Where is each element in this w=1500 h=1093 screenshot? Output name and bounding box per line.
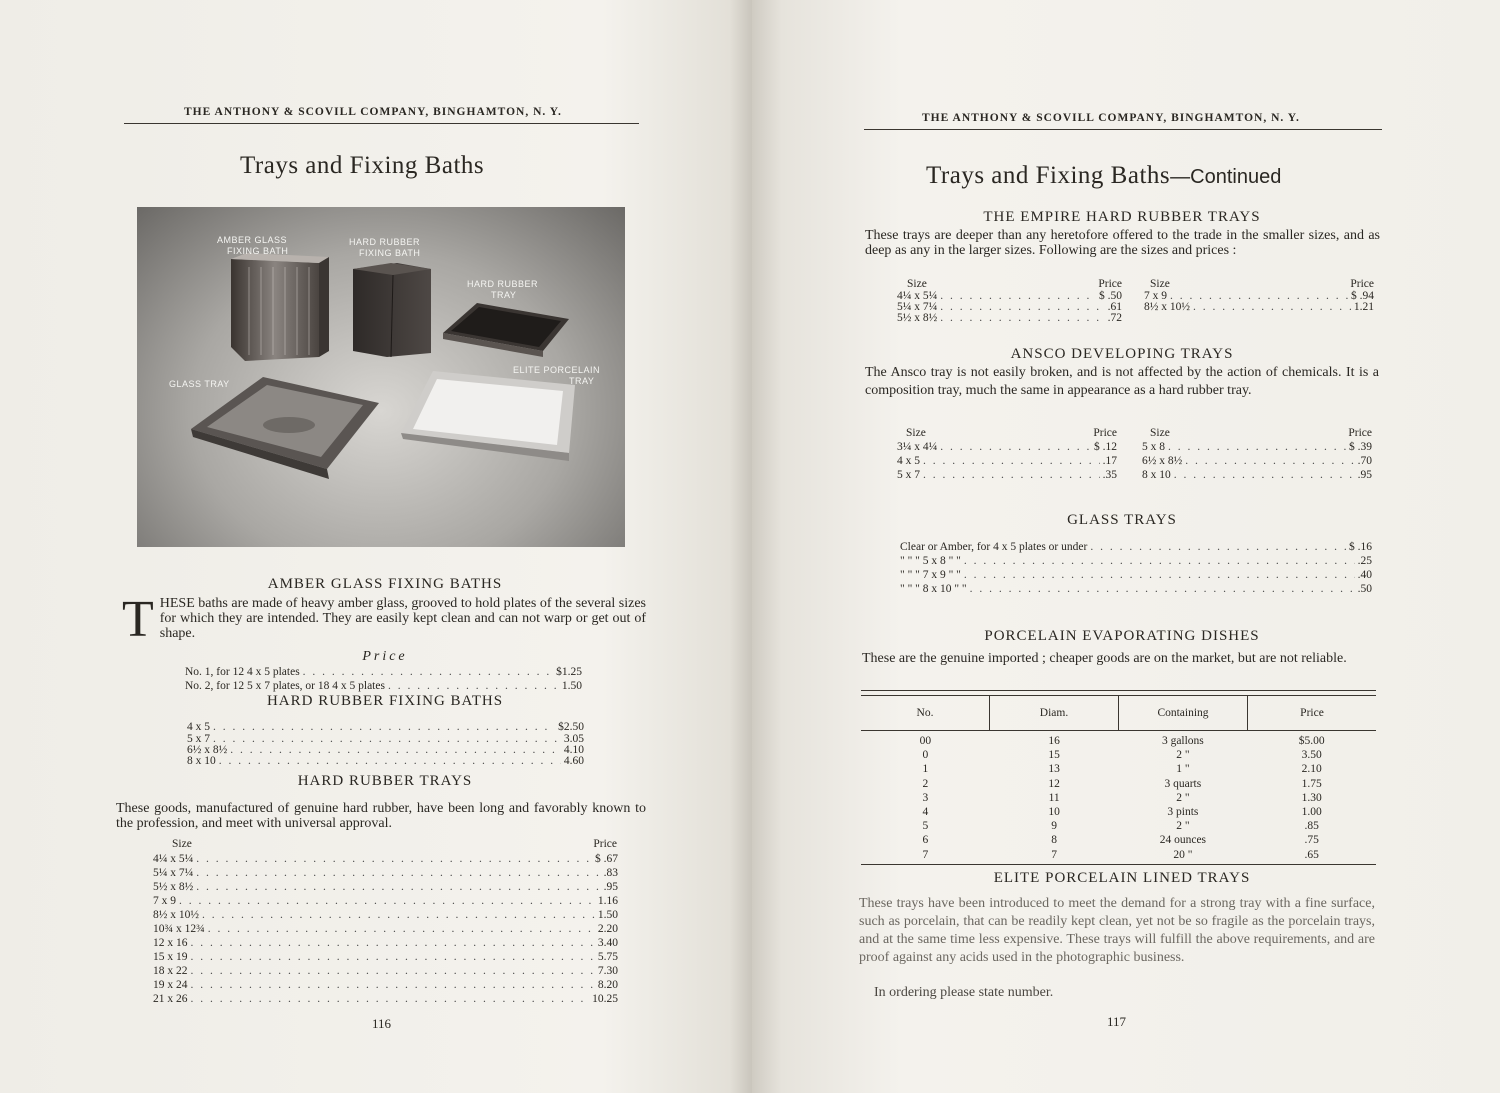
header-no: No.	[916, 707, 934, 719]
table-row: 1 13 1 " 2.10	[922, 763, 1322, 776]
left-page-title: Trays and Fixing Baths	[240, 152, 485, 179]
left-running-head: THE ANTHONY & SCOVILL COMPANY, BINGHAMTON, N. Y.	[184, 106, 562, 118]
empire-heading: THE EMPIRE HARD RUBBER TRAYS	[983, 209, 1261, 225]
rubber-tray-row: 5¼ x 7¼ . . . .83	[153, 866, 618, 880]
header-containing: Containing	[1118, 696, 1247, 730]
table-row: 0 15 2 " 3.50	[922, 749, 1322, 762]
rubber-tray-row: 19 x 24 . . . 8.20	[153, 978, 618, 992]
size-header: Size	[172, 838, 192, 850]
amber-row-1: No. 1, for 12 4 x 5 plates . . . $1.25	[185, 665, 582, 679]
elite-porcelain-tray	[401, 371, 575, 461]
price-header: Price	[593, 838, 617, 850]
ansco-row: 5 x 8 . . . $ .39	[1142, 440, 1372, 454]
ansco-col1-headers: Size Price	[906, 427, 1117, 439]
rubber-tray-row: 12 x 16 . . . 3.40	[153, 936, 618, 950]
rubber-bath-row-3: 6½ x 8½ . . . 4.10	[187, 744, 584, 756]
table-row: 5 9 2 " .85	[922, 820, 1319, 833]
header-price: Price	[1247, 696, 1376, 730]
empire-column-2	[1144, 277, 1374, 313]
amber-baths-heading: AMBER GLASS FIXING BATHS	[267, 576, 503, 592]
ansco-row: 3¼ x 4¼ . . . $ .12	[897, 440, 1117, 454]
header-diam: Diam.	[989, 696, 1118, 730]
ansco-row: 8 x 10 . . . .95	[1142, 468, 1372, 482]
glass-row: " " " 8 x 10 " " . . . .50	[900, 582, 1372, 596]
trays-photograph	[137, 207, 625, 547]
empire-row: 8½ x 10½ . . . 1.21	[1144, 302, 1374, 313]
right-title-main: Trays and Fixing Baths	[926, 162, 1171, 189]
ansco-row: 4 x 5 . . . .17	[897, 454, 1117, 468]
rubber-tray-row: 10¾ x 12¾ . . . 2.20	[153, 922, 618, 936]
rubber-baths-list	[187, 720, 584, 766]
label-elite-line1: ELITE PORCELAIN	[513, 365, 601, 375]
ansco-col2-headers: Size Price	[1150, 427, 1372, 439]
glass-row: " " " 7 x 9 " " . . . .40	[900, 568, 1372, 582]
elite-heading: ELITE PORCELAIN LINED TRAYS	[993, 870, 1251, 886]
right-page-title	[926, 162, 1281, 190]
glass-trays-list	[900, 540, 1372, 596]
amber-price-label: Price	[362, 649, 408, 664]
amber-baths-description	[122, 591, 646, 648]
left-header-rule	[124, 123, 639, 124]
rubber-tray-row: 8½ x 10½ . . . 1.50	[153, 908, 618, 922]
empire-row: 5½ x 8½ . . . .72	[897, 313, 1122, 324]
empire-col1-headers: Size Price	[907, 278, 1122, 290]
rubber-trays-column-headers	[172, 837, 617, 851]
rubber-trays-description: These goods, manufactured of genuine hard rubber, have been long and favorably known to the profession, and meet with universal approval.	[116, 801, 646, 831]
right-page-number: 117	[1107, 1014, 1127, 1029]
amber-glass-bath	[231, 253, 329, 361]
rubber-trays-heading: HARD RUBBER TRAYS	[297, 773, 473, 789]
empire-description: These trays are deeper than any heretofore offered to the trade in the smaller sizes, and as deep as any in the larger sizes. Following are the sizes and prices :	[865, 228, 1380, 258]
label-amber-line2: FIXING BATH	[227, 246, 289, 256]
label-rubber-tray-line2: TRAY	[491, 290, 517, 300]
porcelain-table	[861, 690, 1376, 865]
amber-row-2: No. 2, for 12 5 x 7 plates, or 18 4 x 5 plates . . . 1.50	[185, 679, 582, 693]
rubber-tray-row: 4¼ x 5¼ . . . $ .67	[153, 852, 618, 866]
ansco-row: 6½ x 8½ . . . .70	[1142, 454, 1372, 468]
right-title-suffix: —Continued	[1170, 166, 1282, 188]
empire-col2-headers: Size Price	[1150, 278, 1374, 290]
rubber-tray-row: 5½ x 8½ . . . .95	[153, 880, 618, 894]
ansco-row: 5 x 7 . . . .35	[897, 468, 1117, 482]
table-row: 3 11 2 " 1.30	[922, 791, 1322, 804]
porcelain-description: These are the genuine imported ; cheaper goods are on the market, but are not reliable.	[862, 651, 1347, 666]
rubber-baths-heading: HARD RUBBER FIXING BATHS	[266, 693, 504, 709]
table-row: 7 7 20 " .65	[922, 848, 1319, 861]
label-rubber-tray-line1: HARD RUBBER	[467, 279, 539, 289]
table-row: 4 10 3 pints 1.00	[922, 805, 1322, 818]
right-page	[752, 0, 1500, 1093]
rubber-trays-list	[153, 852, 618, 1006]
label-rubber-bath-line1: HARD RUBBER	[349, 237, 421, 247]
glass-row: " " " 5 x 8 " " . . . .25	[900, 554, 1372, 568]
ansco-heading: ANSCO DEVELOPING TRAYS	[1010, 346, 1234, 362]
table-row: 00 16 3 gallons $5.00	[919, 735, 1325, 747]
hard-rubber-bath	[353, 263, 431, 357]
drop-cap: T	[122, 591, 154, 648]
porcelain-heading: PORCELAIN EVAPORATING DISHES	[984, 628, 1260, 644]
empire-column-1	[897, 277, 1122, 324]
table-row: 6 8 24 ounces .75	[922, 834, 1319, 847]
glass-trays-heading: GLASS TRAYS	[1067, 512, 1177, 528]
right-running-head: THE ANTHONY & SCOVILL COMPANY, BINGHAMTON, N. Y.	[922, 112, 1300, 124]
label-glass-tray: GLASS TRAY	[169, 379, 230, 389]
hard-rubber-tray	[443, 303, 569, 357]
ansco-column-1	[897, 426, 1117, 482]
amber-baths-text: HESE baths are made of heavy amber glass, grooved to hold plates of the several sizes for which they are intended. They are easily kept clean and can not warp or get out of shape.	[159, 596, 646, 641]
amber-price-list	[185, 665, 582, 693]
rubber-tray-row: 21 x 26 . . . 10.25	[153, 992, 618, 1006]
table-row: 2 12 3 quarts 1.75	[922, 777, 1322, 790]
rubber-bath-row-4: 8 x 10 . . . 4.60	[187, 756, 584, 766]
rubber-tray-row: 7 x 9 . . . 1.16	[153, 894, 618, 908]
right-header-rule	[864, 129, 1382, 130]
empire-row: 4¼ x 5¼ . . . $ .50	[897, 291, 1122, 302]
elite-ordering-note: In ordering please state number.	[874, 985, 1054, 1000]
rubber-tray-row: 15 x 19 . . . 5.75	[153, 950, 618, 964]
left-page-number: 116	[372, 1016, 392, 1031]
table-header-row	[861, 696, 1376, 731]
rubber-bath-row-1: 4 x 5 . . . $2.50	[187, 720, 584, 734]
empire-row: 5¼ x 7¼ . . . .61	[897, 302, 1122, 313]
glass-tray	[191, 377, 379, 479]
table-bottom-rule	[861, 864, 1376, 865]
glass-row: Clear or Amber, for 4 x 5 plates or under . . . $ .16	[900, 540, 1372, 554]
empire-row: 7 x 9 . . . $ .94	[1144, 291, 1374, 302]
rubber-tray-row: 18 x 22 . . . 7.30	[153, 964, 618, 978]
label-elite-line2: TRAY	[569, 376, 595, 386]
ansco-column-2	[1142, 426, 1372, 482]
ansco-description: The Ansco tray is not easily broken, and is not affected by the action of chemicals. It is a composition tray, much the same in appearance as a hard rubber tray.	[865, 365, 1379, 398]
label-rubber-bath-line2: FIXING BATH	[359, 248, 421, 258]
elite-description: These trays have been introduced to meet the demand for a strong tray with a fine surface, such as porcelain, that can be readily kept clean, yet not be so fragile as the porcelain trays, and at the same time less expensive. These trays will fulfill the above requirements, and are proof against any acids used in the photographic business.	[859, 896, 1375, 965]
rubber-bath-row-2: 5 x 7 . . . 3.05	[187, 734, 584, 744]
label-amber-line1: AMBER GLASS	[217, 235, 288, 245]
